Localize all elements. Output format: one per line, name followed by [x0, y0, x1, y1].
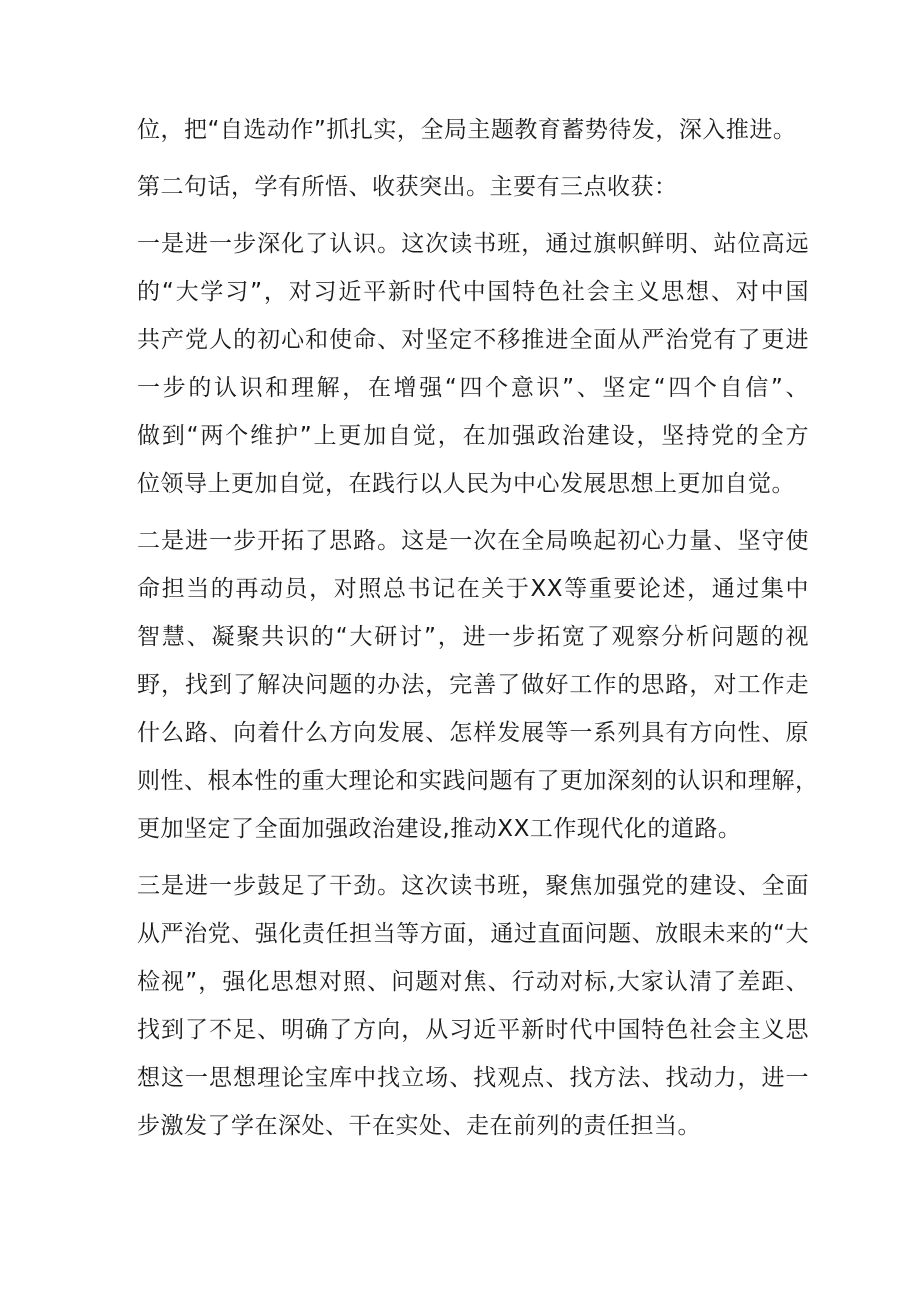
text-line: 位领导上更加自觉，在践行以人民为中心发展思想上更加自觉。: [137, 471, 795, 497]
text-line: 共产党人的初心和使命、对坚定不移推进全面从严治党有了更进: [137, 327, 809, 353]
text-line: 二是进一步开拓了思路。这是一次在全局唤起初心力量、坚守使: [137, 528, 809, 554]
text-line: 三是进一步鼓足了干劲。这次读书班，聚焦加强党的建设、全面: [137, 873, 809, 899]
text-line: 做到“两个维护”上更加自觉，在加强政治建设，坚持党的全方: [137, 423, 809, 449]
paragraph-boost-morale: [137, 862, 809, 1150]
text-line: 的“大学习”，对习近平新时代中国特色社会主义思想、对中国: [137, 279, 809, 305]
text-line: 一步的认识和理解，在增强“四个意识”、坚定“四个自信”、: [137, 375, 809, 401]
text-line: 位，把“自选动作”抓扎实，全局主题教育蓄势待发，深入推进。: [137, 117, 797, 143]
text-line: 更加坚定了全面加强政治建设,推动XX工作现代化的道路。: [137, 816, 742, 842]
paragraph-second-point: [137, 163, 809, 211]
text-line: 找到了不足、明确了方向，从习近平新时代中国特色社会主义思: [137, 1017, 809, 1043]
text-line: 检视”，强化思想对照、问题对焦、行动对标,大家认清了差距、: [137, 969, 809, 995]
text-line: 想这一思想理论宝库中找立场、找观点、找方法、找动力，进一: [137, 1065, 809, 1091]
text-line: 命担当的再动员，对照总书记在关于XX等重要论述，通过集中: [137, 576, 809, 602]
text-line: 步激发了学在深处、干在实处、走在前列的责任担当。: [137, 1113, 701, 1139]
text-line: 智慧、凝聚共识的“大研讨”，进一步拓宽了观察分析问题的视: [137, 624, 809, 650]
paragraph-deepen-understanding: [137, 220, 809, 508]
text-line: 则性、根本性的重大理论和实践问题有了更加深刻的认识和理解，: [137, 768, 819, 794]
paragraph-continuation: [137, 106, 809, 154]
text-line: 第二句话，学有所悟、收获突出。主要有三点收获：: [137, 174, 678, 200]
text-line: 野，找到了解决问题的办法，完善了做好工作的思路，对工作走: [137, 672, 809, 698]
text-line: 从严治党、强化责任担当等方面，通过直面问题、放眼未来的“大: [137, 921, 809, 947]
paragraph-broaden-thinking: [137, 517, 819, 853]
body-text: [137, 106, 819, 1159]
text-line: 什么路、向着什么方向发展、怎样发展等一系列具有方向性、原: [137, 720, 809, 746]
text-line: 一是进一步深化了认识。这次读书班，通过旗帜鲜明、站位高远: [137, 231, 809, 257]
